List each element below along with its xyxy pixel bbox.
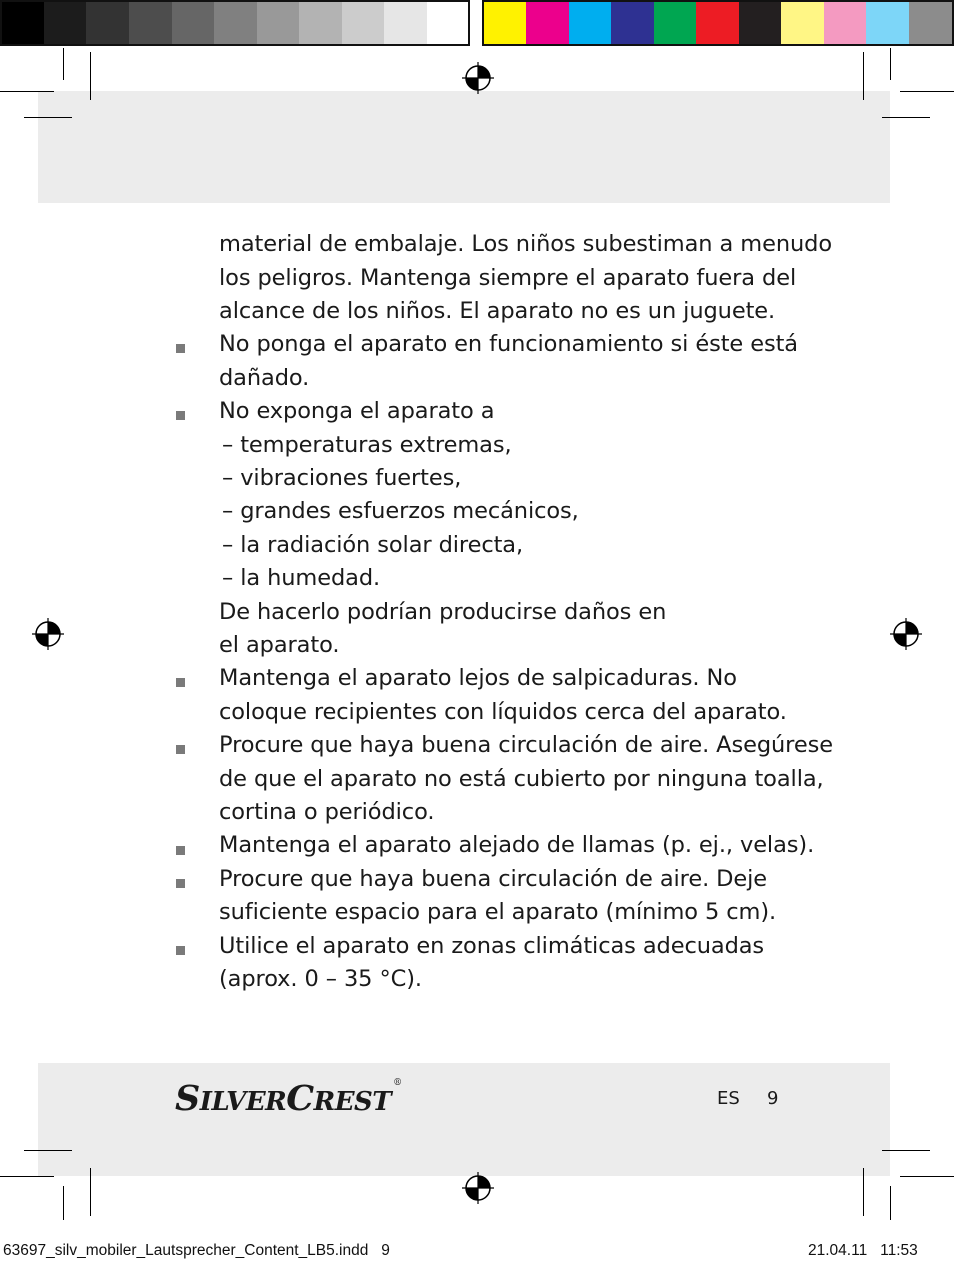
crop-mark: [0, 1176, 54, 1177]
pink-swatch: [824, 2, 866, 44]
slug-filename: 63697_silv_mobiler_Lautsprecher_Content_LB5.indd 9: [3, 1242, 390, 1259]
light-yellow-swatch: [781, 2, 824, 44]
gray-swatch: [342, 2, 384, 44]
bullet-square: [176, 411, 185, 420]
color-calibration-bar: [0, 0, 954, 46]
mid-gray-swatch: [909, 2, 952, 44]
body-line: No exponga el aparato a: [219, 398, 495, 424]
silvercrest-logo: SILVERCREST®: [175, 1078, 402, 1119]
body-line: los peligros. Mantenga siempre el aparato fuera del: [219, 265, 797, 291]
crop-mark: [890, 48, 891, 80]
body-line: el aparato.: [219, 632, 340, 658]
body-line: alcance de los niños. El aparato no es un juguete.: [219, 298, 776, 324]
crop-mark: [882, 117, 930, 118]
crop-mark: [863, 52, 864, 100]
slug-datetime: 21.04.11 11:53: [808, 1242, 918, 1259]
bullet-square: [176, 946, 185, 955]
body-line: No ponga el aparato en funcionamiento si éste está: [219, 331, 798, 357]
body-line: Mantenga el aparato lejos de salpicaduras. No: [219, 665, 737, 691]
blue-swatch: [611, 2, 654, 44]
green-swatch: [654, 2, 696, 44]
crop-mark: [0, 91, 54, 92]
crop-mark: [63, 1186, 64, 1220]
language-code: ES: [717, 1088, 740, 1109]
gray-swatch: [2, 2, 44, 44]
body-line: Utilice el aparato en zonas climáticas adecuadas: [219, 933, 765, 959]
gray-swatch: [384, 2, 427, 44]
gray-swatch: [299, 2, 342, 44]
header-band: [38, 91, 890, 203]
dash-item: – vibraciones fuertes,: [222, 465, 462, 491]
crop-mark: [63, 48, 64, 80]
magenta-swatch: [526, 2, 569, 44]
body-line: cortina o periódico.: [219, 799, 435, 825]
gray-swatch: [86, 2, 129, 44]
gray-swatch: [214, 2, 257, 44]
light-cyan-swatch: [866, 2, 909, 44]
body-line: de que el aparato no está cubierto por ninguna toalla,: [219, 766, 824, 792]
gray-swatch: [427, 2, 468, 44]
bullet-square: [176, 344, 185, 353]
dash-item: – temperaturas extremas,: [222, 432, 512, 458]
body-line: material de embalaje. Los niños subestiman a menudo: [219, 231, 832, 257]
yellow-swatch: [484, 2, 526, 44]
gray-swatch: [257, 2, 299, 44]
crop-mark: [900, 1176, 954, 1177]
registration-mark-icon: [462, 62, 494, 94]
crop-mark: [882, 1150, 930, 1151]
gray-swatch: [129, 2, 172, 44]
dash-item: – la radiación solar directa,: [222, 532, 524, 558]
gray-swatch: [172, 2, 214, 44]
body-line: (aprox. 0 – 35 °C).: [219, 966, 422, 992]
footer-band: [38, 1063, 890, 1176]
body-line: coloque recipientes con líquidos cerca del aparato.: [219, 699, 787, 725]
bullet-square: [176, 846, 185, 855]
page-number: 9: [767, 1088, 779, 1109]
dash-item: – grandes esfuerzos mecánicos,: [222, 498, 579, 524]
crop-mark: [890, 1186, 891, 1220]
bullet-square: [176, 879, 185, 888]
registration-mark-icon: [462, 1172, 494, 1204]
bullet-square: [176, 745, 185, 754]
crop-mark: [90, 52, 91, 100]
dash-item: – la humedad.: [222, 565, 381, 591]
cyan-swatch: [569, 2, 611, 44]
registration-mark-icon: [32, 618, 64, 650]
black-swatch: [739, 2, 781, 44]
crop-mark: [90, 1168, 91, 1216]
crop-mark: [863, 1168, 864, 1216]
registration-mark-icon: [890, 618, 922, 650]
crop-mark: [24, 1150, 72, 1151]
crop-mark: [900, 91, 954, 92]
body-line: Mantenga el aparato alejado de llamas (p. ej., velas).: [219, 832, 815, 858]
bullet-square: [176, 678, 185, 687]
gray-swatch: [44, 2, 86, 44]
red-swatch: [696, 2, 739, 44]
body-line: suficiente espacio para el aparato (mínimo 5 cm).: [219, 899, 777, 925]
body-line: Procure que haya buena circulación de aire. Asegúrese: [219, 732, 833, 758]
body-line: Procure que haya buena circulación de aire. Deje: [219, 866, 768, 892]
crop-mark: [24, 117, 72, 118]
body-line: dañado.: [219, 365, 310, 391]
body-line: De hacerlo podrían producirse daños en: [219, 599, 667, 625]
